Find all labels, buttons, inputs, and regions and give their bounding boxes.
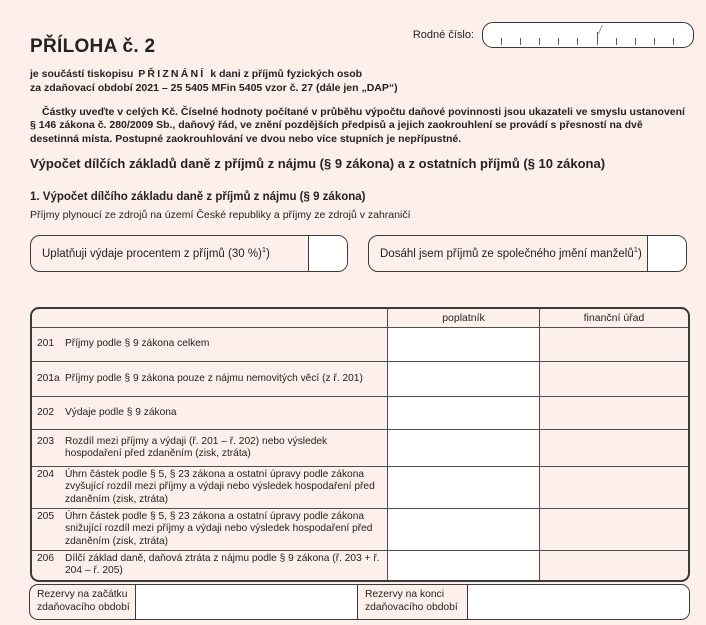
row-label: Dílčí základ daně, daňová ztráta z nájmu podle § 9 zákona (ř. 203 + ř. 204 – ř. 205)	[65, 553, 380, 577]
option-expenses-percentage	[30, 235, 348, 272]
cell-206-financni-urad[interactable]	[540, 551, 688, 580]
option-joint-property-checkbox[interactable]	[647, 236, 686, 271]
cell-204-poplatnik[interactable]	[387, 467, 540, 508]
table-row-202	[32, 396, 688, 429]
table-row-205	[32, 508, 688, 550]
table-row-204	[32, 466, 688, 508]
cell-201-financni-urad[interactable]	[540, 328, 688, 361]
reserves-end-label: Rezervy na konci zdaňovacího období	[357, 585, 468, 619]
column-header-taxpayer: poplatník	[387, 309, 540, 327]
row-number: 206	[37, 553, 54, 565]
row-label: Příjmy podle § 9 zákona celkem	[65, 338, 210, 350]
option-joint-property-text: Dosáhl jsem příjmů ze společného jmění manželů	[380, 247, 634, 260]
row-number: 203	[37, 435, 54, 447]
header-empty-cell	[32, 309, 387, 327]
cell-204-financni-urad[interactable]	[540, 467, 688, 508]
form-subtitle	[30, 68, 398, 95]
rodne-cislo-input[interactable]	[482, 22, 694, 48]
footnote-mark: 1	[633, 244, 638, 254]
cell-202-financni-urad[interactable]	[540, 397, 688, 429]
option-joint-property-label	[369, 236, 647, 271]
cell-202-poplatnik[interactable]	[387, 397, 540, 429]
cell-206-poplatnik[interactable]	[387, 551, 540, 580]
row-number: 201a	[37, 372, 60, 384]
subtitle-prefix: je součástí tiskopisu	[30, 68, 134, 80]
cell-203-financni-urad[interactable]	[540, 430, 688, 466]
table-row-201	[32, 327, 688, 361]
subtitle-emphasis: PŘIZNÁNÍ	[138, 68, 206, 80]
option-joint-property	[368, 235, 687, 272]
rodne-cislo-digit-ticks	[483, 23, 693, 47]
cell-201a-poplatnik[interactable]	[387, 362, 540, 396]
option-expenses-percentage-checkbox[interactable]	[308, 236, 347, 271]
row-label: Rozdíl mezi příjmy a výdaji (ř. 201 – ř. 202) nebo výsledek hospodaření před zdaněním (zisk, ztráta)	[65, 435, 328, 459]
row-number: 205	[37, 511, 54, 522]
cell-201-poplatnik[interactable]	[387, 328, 540, 361]
subsection-heading: 1. Výpočet dílčího základu daně z příjmů z nájmu (§ 9 zákona)	[30, 191, 366, 203]
reserves-start-label: Rezervy na začátku zdaňovacího období	[30, 585, 136, 619]
option-expenses-percentage-text: Uplatňuji výdaje procentem z příjmů (30 %)	[42, 247, 262, 260]
section-heading: Výpočet dílčích základů daně z příjmů z nájmu (§ 9 zákona) a z ostatních příjmů (§ 10 zákona)	[30, 156, 606, 171]
footnote-paren: )	[266, 247, 270, 260]
subtitle-suffix: k dani z příjmů fyzických osob	[210, 68, 363, 80]
cell-205-financni-urad[interactable]	[540, 509, 688, 550]
row-number: 202	[37, 406, 54, 418]
row-label: Úhrn částek podle § 5, § 23 zákona a ostatní úpravy podle zákona snižující rozdíl mezi příjmy a výdaji nebo výsledek hospodaření před zdaněním (zisk, ztráta)	[65, 511, 373, 547]
section9-table	[30, 307, 690, 582]
form-subtitle-line2: za zdaňovací období 2021 – 25 5405 MFin 5405 vzor č. 27 (dále jen „DAP“)	[30, 81, 398, 94]
income-sources-note: Příjmy plynoucí ze zdrojů na území České republiky a příjmy ze zdrojů v zahraničí	[30, 209, 411, 221]
cell-203-poplatnik[interactable]	[387, 430, 540, 466]
table-row-206	[32, 550, 688, 580]
row-label: Výdaje podle § 9 zákona	[65, 406, 177, 418]
rodne-cislo-label: Rodné číslo:	[412, 29, 474, 41]
reserves-end-input[interactable]	[468, 585, 689, 619]
table-row-203	[32, 429, 688, 466]
footnote-mark: 1	[261, 244, 267, 254]
cell-201a-financni-urad[interactable]	[540, 362, 688, 396]
reserves-box	[29, 584, 690, 620]
rodne-cislo-group	[413, 22, 694, 48]
table-header-row	[32, 309, 688, 327]
reserves-start-input[interactable]	[136, 585, 357, 619]
page-title: PŘÍLOHA č. 2	[30, 36, 156, 57]
row-label: Úhrn částek podle § 5, § 23 zákona a ostatní úpravy podle zákona zvyšující rozdíl mezi příjmy a výdaji nebo výsledek hospodaření před zdaněním (zisk, ztráta)	[65, 469, 375, 505]
column-header-tax-office: finanční úřad	[583, 312, 645, 324]
cell-205-poplatnik[interactable]	[387, 509, 540, 550]
table-row-201a	[32, 361, 688, 396]
intro-paragraph: Částky uveďte v celých Kč. Číselné hodnoty počítané v průběhu výpočtu daňové povinnosti jsou ukazateli ve smyslu ustanovení § 146 zákona č. 280/2009 Sb., daňový řád, ve znění pozdějších předpisů a jejich zaokrouhlení se provádí s přesností na dvě desetinná místa. Postupné zaokrouhlování ve dvou nebo více stupních je nepřípustné.	[30, 106, 685, 145]
option-expenses-percentage-label	[31, 236, 308, 271]
rodne-cislo-separator: /	[598, 23, 602, 37]
row-label: Příjmy podle § 9 zákona pouze z nájmu nemovitých věcí (z ř. 201)	[65, 372, 363, 384]
form-subtitle-line1	[30, 68, 398, 82]
footnote-paren: )	[637, 247, 642, 260]
row-number: 204	[37, 469, 54, 481]
row-number: 201	[37, 338, 54, 350]
